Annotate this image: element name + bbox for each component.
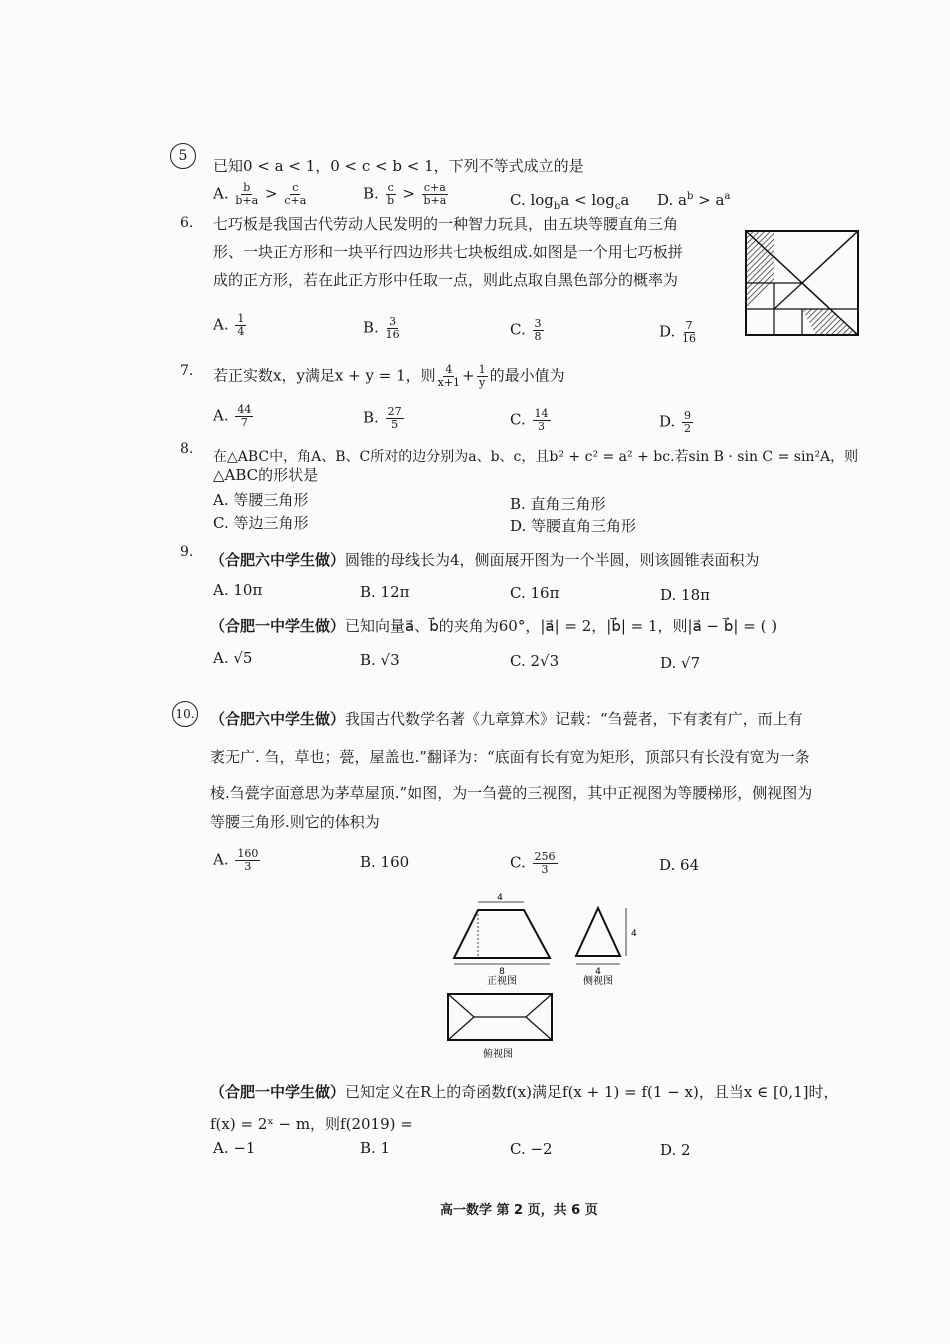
page-footer: 高一数学 第 2 页，共 6 页: [440, 1203, 598, 1218]
q6-line-3: 成的正方形，若在此正方形中任取一点，则此点取自黑色部分的概率为: [213, 271, 679, 289]
side-view-triangle: [576, 908, 620, 956]
q6-option-b: B. $\frac{3}{16}$: [363, 315, 400, 341]
q10-option-b: B. 160: [360, 853, 410, 871]
q10-line-3: 棱.刍甍字面意思为茅草屋顶.”如图，为一刍甍的三视图，其中正视图为等腰梯形，侧视图为: [210, 784, 813, 802]
q10-option-c: C. $\frac{256}{3}$: [510, 850, 556, 876]
q10b-line-2: f(x) = 2ˣ − m，则f(2019) =: [210, 1115, 413, 1133]
q10-option-a: A. $\frac{160}{3}$: [213, 847, 259, 873]
q5-option-b: B. $\frac{c}{b}$ > $\frac{c+a}{b+a}$: [363, 181, 447, 207]
q6-option-c: C. $\frac{3}{8}$: [510, 317, 542, 343]
q9-part2-option-a: A. √5: [213, 649, 253, 667]
front-view-trapezoid: [454, 910, 550, 958]
q10-line-4: 等腰三角形.则它的体积为: [210, 813, 380, 831]
q9-part1-option-d: D. 18π: [660, 586, 710, 604]
q6-line-2: 形、一块正方形和一块平行四边形共七块板组成.如图是一个用七巧板拼: [213, 243, 683, 261]
q10-line-2: 袤无广. 刍，草也；甍，屋盖也.”翻译为：“底面有长有宽为矩形，顶部只有长没有宽为一条: [210, 748, 810, 766]
side-bottom-dim: 4: [595, 967, 601, 977]
q7-option-c: C. $\frac{14}{3}$: [510, 407, 549, 433]
q6-line-1: 七巧板是我国古代劳动人民发明的一种智力玩具，由五块等腰直角三角: [213, 215, 679, 233]
q8-line-1: 在△ABC中，角A、B、C所对的边分别为a、b、c，且b² + c² = a² + bc.若sin B · sin C = sin²A，则: [213, 449, 859, 465]
front-top-dim: 4: [497, 893, 503, 903]
q8-option-a: A. 等腰三角形: [213, 491, 309, 509]
q8-number: 8.: [180, 441, 194, 457]
q8-option-c: C. 等边三角形: [213, 514, 309, 532]
q10-line-1: （合肥六中学生做）我国古代数学名著《九章算术》记载：“刍甍者，下有袤有广，而上有: [210, 710, 803, 728]
q9-part2-option-c: C. 2√3: [510, 652, 560, 670]
q8-option-d: D. 等腰直角三角形: [510, 517, 637, 535]
q5-number: 5: [170, 143, 196, 169]
q10b-line-1: （合肥一中学生做）已知定义在R上的奇函数f(x)满足f(x + 1) = f(1 − x)，且当x ∈ [0,1]时，: [210, 1083, 839, 1101]
q9-part-2: （合肥一中学生做）已知向量a⃗、b⃗的夹角为60°，|a⃗| = 2，|b⃗| = 1，则|a⃗ − b⃗| = ( ): [210, 617, 778, 635]
q6-number: 6.: [180, 215, 194, 231]
front-view-label: 正视图: [487, 976, 517, 987]
q10b-option-a: A. −1: [213, 1139, 256, 1157]
q7-stem: 若正实数x，y满足x + y = 1，则 $\frac{4}{x+1}$ + $\frac{1}{y}$ 的最小值为: [213, 363, 565, 389]
q6-option-a: A. $\frac{1}{4}$: [213, 312, 245, 338]
q10b-option-c: C. −2: [510, 1140, 553, 1158]
q6-option-d: D. $\frac{7}{16}$: [659, 319, 697, 345]
q5-option-a: A. $\frac{b}{b+a}$ > $\frac{c}{c+a}$: [213, 181, 307, 207]
q10-number: 10.: [172, 701, 198, 727]
q7-option-d: D. $\frac{9}{2}$: [659, 409, 692, 435]
q9-part2-option-b: B. √3: [360, 651, 400, 669]
q5-option-c: C. $\log_ba < \log_ca$: [510, 191, 630, 212]
q7-option-a: A. $\frac{44}{7}$: [213, 403, 252, 429]
q7-option-b: B. $\frac{27}{5}$: [363, 405, 402, 431]
q9-part1-option-a: A. 10π: [213, 581, 263, 599]
q8-line-2: △ABC的形状是: [213, 466, 319, 484]
q9-number: 9.: [180, 544, 194, 560]
q10-option-d: D. 64: [659, 856, 700, 874]
q8-option-b: B. 直角三角形: [510, 495, 606, 513]
q9-part1-option-c: C. 16π: [510, 584, 560, 602]
three-view-figure: [440, 890, 640, 1065]
q5-stem: 已知0 < a < 1，0 < c < b < 1，下列不等式成立的是: [213, 157, 584, 175]
tangram-figure: [744, 229, 864, 339]
q10b-option-d: D. 2: [660, 1141, 691, 1159]
q7-number: 7.: [180, 363, 194, 379]
q9-part2-option-d: D. √7: [660, 654, 701, 672]
front-bottom-dim: 8: [499, 967, 505, 977]
q5-option-d: D. $a^b > a^a$: [657, 191, 731, 209]
q9-part1-option-b: B. 12π: [360, 583, 410, 601]
top-view-label: 俯视图: [483, 1049, 513, 1060]
q9-part-1: （合肥六中学生做）圆锥的母线长为4，侧面展开图为一个半圆，则该圆锥表面积为: [210, 551, 760, 569]
q10b-option-b: B. 1: [360, 1139, 391, 1157]
side-height-dim: 4: [631, 929, 637, 939]
side-view-label: 侧视图: [583, 976, 613, 987]
